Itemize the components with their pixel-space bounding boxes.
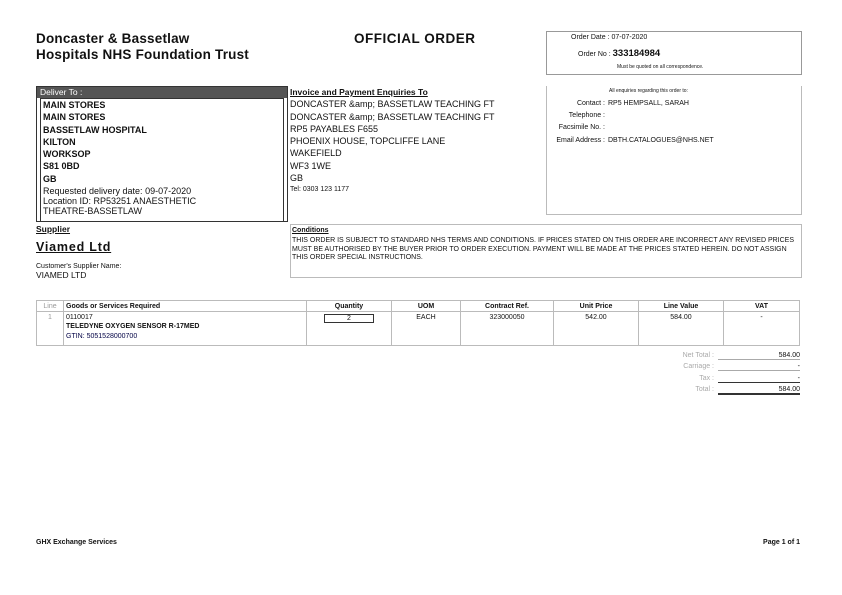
item-code: 0110017 bbox=[66, 314, 93, 321]
deliver-line: MAIN STORES bbox=[43, 100, 106, 110]
col-uom: UOM bbox=[392, 301, 461, 312]
invoice-line: GB bbox=[290, 173, 304, 184]
tax-row bbox=[640, 375, 800, 386]
deliver-line: MAIN STORES bbox=[43, 112, 106, 123]
net-total-label: Net Total : bbox=[682, 352, 714, 359]
customer-supplier-name: VIAMED LTD bbox=[36, 270, 87, 280]
col-quantity: Quantity bbox=[307, 301, 392, 312]
col-line: Line bbox=[37, 301, 64, 312]
net-total-value: 584.00 bbox=[718, 352, 800, 360]
carriage-label: Carriage : bbox=[683, 363, 714, 371]
deliver-to-box bbox=[36, 86, 288, 222]
totals-section bbox=[640, 352, 800, 397]
table-row bbox=[37, 312, 800, 346]
requested-delivery-date: Requested delivery date: 09-07-2020 bbox=[43, 186, 192, 197]
contact-box bbox=[546, 86, 802, 215]
deliver-country: GB bbox=[43, 173, 57, 184]
total-row bbox=[640, 386, 800, 397]
email-value: DBTH.CATALOGUES@NHS.NET bbox=[608, 137, 714, 144]
cell-goods bbox=[64, 312, 307, 346]
invoice-enquiries bbox=[290, 86, 546, 197]
org-line-2: Hospitals NHS Foundation Trust bbox=[36, 47, 250, 62]
deliver-line: KILTON bbox=[43, 136, 76, 147]
col-contract-ref: Contract Ref. bbox=[461, 301, 554, 312]
invoice-line: DONCASTER &amp; BASSETLAW TEACHING FT bbox=[290, 99, 495, 110]
deliver-line: BASSETLAW HOSPITAL bbox=[43, 124, 147, 135]
page-number: Page 1 of 1 bbox=[763, 539, 800, 546]
contact-value: RP5 HEMPSALL, SARAH bbox=[608, 100, 689, 107]
location-id-cont: THEATRE-BASSETLAW bbox=[43, 206, 143, 216]
conditions-text: THIS ORDER IS SUBJECT TO STANDARD NHS TERMS AND CONDITIONS. IF PRICES STATED ON THIS ORDER ARE INCORRECT ANY REVISED PRICES MUST BE AUTHORISED BY THE BUYER PRIOR TO ORDER EXECUTION. PAYMENT WILL BE MADE AT THE PRICES STATED HEREIN. DO NOT ASSIGN THIS ORDER SPECIAL INSTRUCTIONS. bbox=[292, 237, 795, 261]
order-number-value: 333184984 bbox=[612, 48, 661, 59]
conditions-box bbox=[290, 224, 802, 278]
contact-label: Contact : bbox=[576, 100, 605, 107]
col-goods: Goods or Services Required bbox=[64, 301, 307, 312]
carriage-value: - bbox=[718, 363, 800, 371]
invoice-line: PHOENIX HOUSE, TOPCLIFFE LANE bbox=[290, 136, 446, 147]
invoice-line: DONCASTER &amp; BASSETLAW TEACHING FT bbox=[290, 111, 495, 122]
order-date-value: 07-07-2020 bbox=[611, 34, 648, 41]
net-total-row bbox=[640, 352, 800, 363]
deliver-to-heading: Deliver To : bbox=[37, 87, 287, 98]
order-items-table bbox=[36, 300, 800, 346]
supplier-section bbox=[36, 224, 286, 280]
tax-value: - bbox=[718, 375, 800, 383]
quantity-value: 2 bbox=[324, 314, 374, 323]
total-label: Total : bbox=[695, 385, 714, 393]
item-gtin: GTIN: 5051528000700 bbox=[66, 333, 138, 340]
document-title: OFFICIAL ORDER bbox=[354, 31, 476, 46]
contact-note: All enquiries regarding this order to: bbox=[609, 88, 688, 94]
supplier-name: Viamed Ltd bbox=[36, 240, 112, 254]
invoice-line: WF3 1WE bbox=[290, 160, 332, 171]
cell-quantity bbox=[307, 312, 392, 346]
cell-vat: - bbox=[724, 312, 800, 346]
cell-unit-price: 542.00 bbox=[554, 312, 639, 346]
cell-contract-ref: 323000050 bbox=[461, 312, 554, 346]
deliver-address bbox=[40, 98, 284, 222]
supplier-heading: Supplier bbox=[36, 224, 71, 234]
item-description: TELEDYNE OXYGEN SENSOR R-17MED bbox=[66, 323, 200, 330]
carriage-row bbox=[640, 363, 800, 374]
correspondence-note: Must be quoted on all correspondence. bbox=[617, 64, 704, 70]
cell-line: 1 bbox=[37, 312, 64, 346]
email-label: Email Address : bbox=[556, 137, 605, 144]
order-number: Order No : 333184984 bbox=[578, 48, 661, 59]
order-date: Order Date : 07-07-2020 bbox=[571, 34, 648, 41]
order-info-box bbox=[546, 31, 802, 75]
total-value: 584.00 bbox=[718, 386, 800, 395]
footer-service: GHX Exchange Services bbox=[36, 539, 117, 546]
invoice-telephone: Tel: 0303 123 1177 bbox=[290, 186, 350, 194]
facsimile-label: Facsimile No. : bbox=[558, 124, 605, 131]
table-header-row bbox=[37, 301, 800, 312]
location-id: Location ID: RP53251 ANAESTHETIC bbox=[43, 197, 197, 207]
col-vat: VAT bbox=[724, 301, 800, 312]
invoice-line: RP5 PAYABLES F655 bbox=[290, 123, 379, 134]
col-line-value: Line Value bbox=[639, 301, 724, 312]
tax-label: Tax : bbox=[699, 374, 714, 382]
organisation-name bbox=[36, 31, 249, 63]
invoice-heading: Invoice and Payment Enquiries To bbox=[290, 87, 428, 97]
telephone-label: Telephone : bbox=[568, 112, 605, 119]
cell-line-value: 584.00 bbox=[639, 312, 724, 346]
deliver-line: WORKSOP bbox=[43, 149, 91, 160]
deliver-postcode: S81 0BD bbox=[43, 161, 80, 172]
org-line-1: Doncaster & Bassetlaw bbox=[36, 31, 190, 46]
conditions-heading: Conditions bbox=[292, 227, 329, 234]
cell-uom: EACH bbox=[392, 312, 461, 346]
col-unit-price: Unit Price bbox=[554, 301, 639, 312]
customer-supplier-name-label: Customer's Supplier Name: bbox=[36, 263, 122, 270]
invoice-line: WAKEFIELD bbox=[290, 148, 342, 159]
